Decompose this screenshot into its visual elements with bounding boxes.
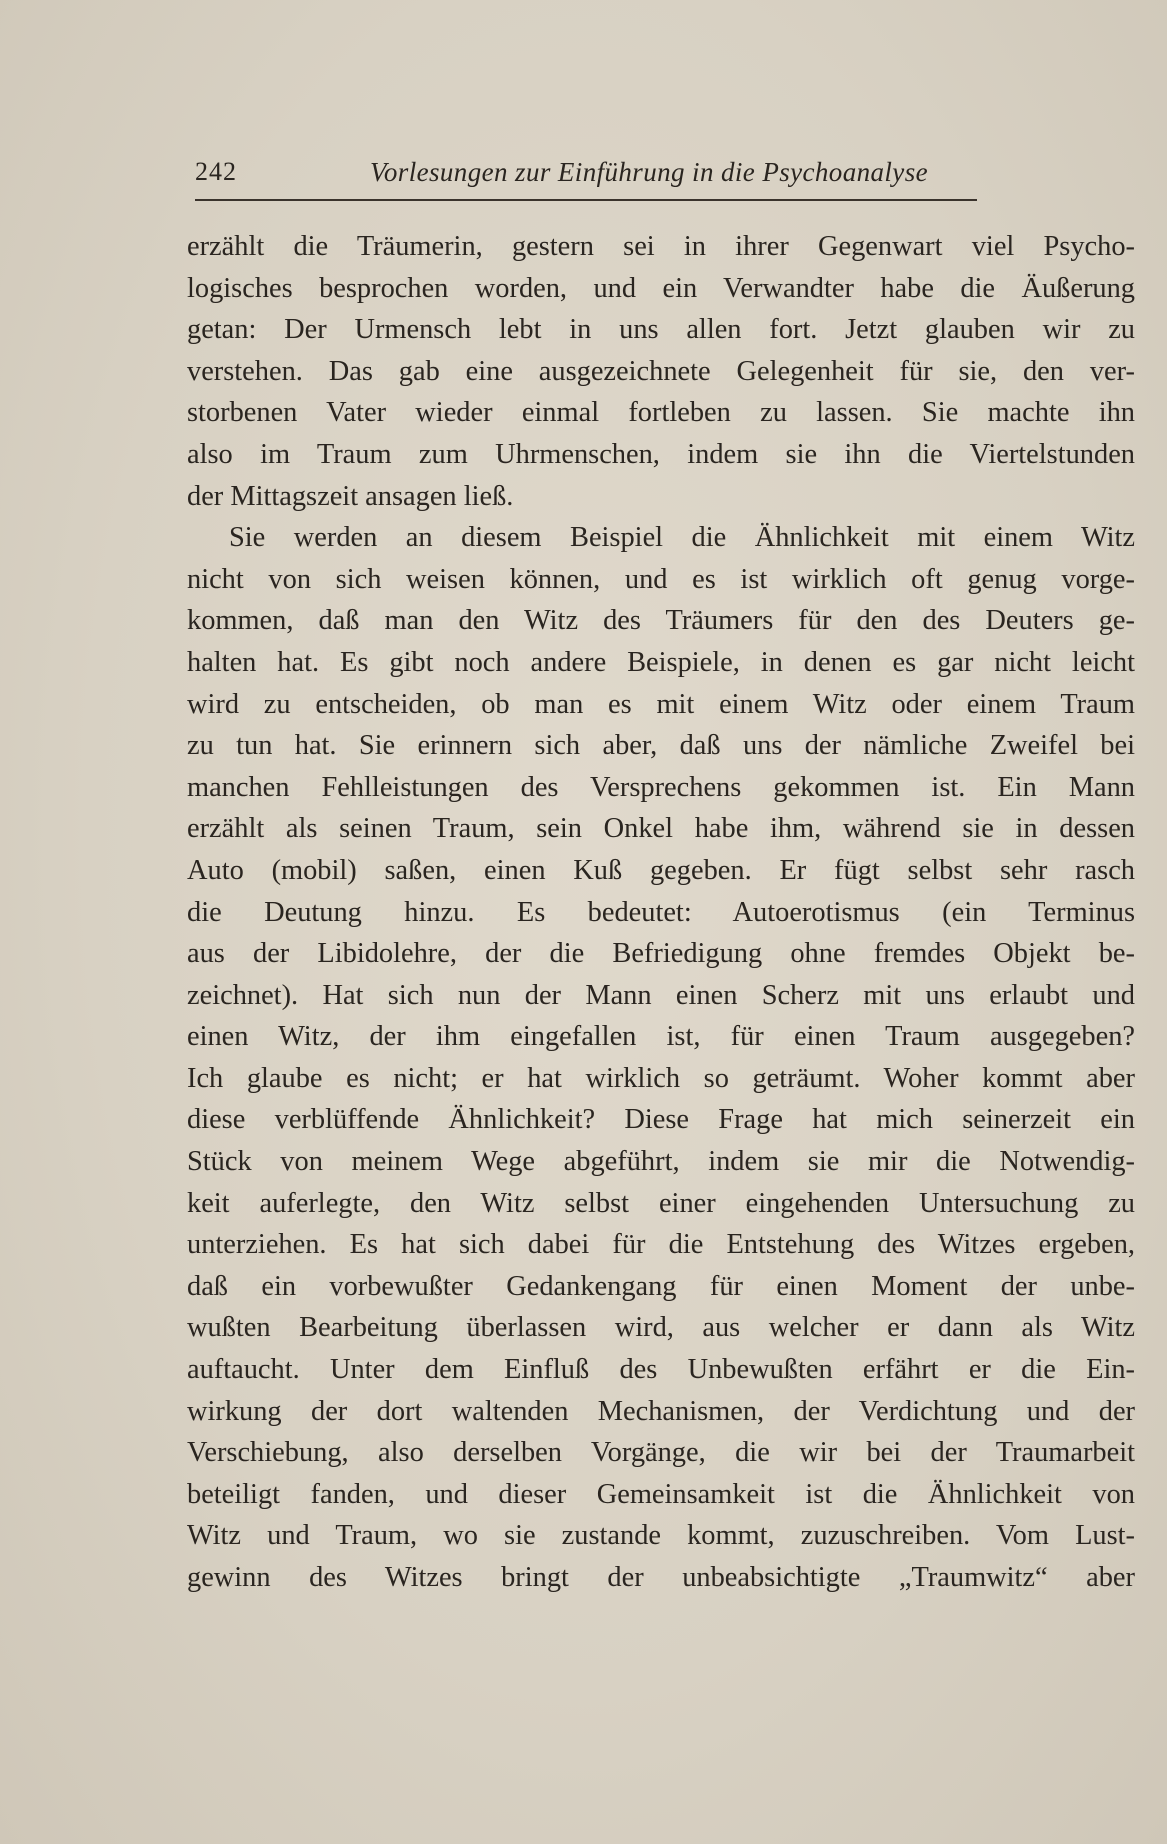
text-line: wußten Bearbeitung überlassen wird, aus welcher er dann als Witz bbox=[187, 1312, 1135, 1344]
text-line: auftaucht. Unter dem Einfluß des Unbewußten erfährt er die Ein- bbox=[187, 1354, 1135, 1386]
text-line: manchen Fehlleistungen des Versprechens gekommen ist. Ein Mann bbox=[187, 771, 1135, 803]
text-line: aus der Libidolehre, der die Befriedigung ohne fremdes Objekt be- bbox=[187, 938, 1135, 970]
text-line: einen Witz, der ihm eingefallen ist, für einen Traum ausgegeben? bbox=[187, 1021, 1135, 1053]
text-line: gewinn des Witzes bringt der unbeabsichtigte „Traumwitz“ aber bbox=[187, 1562, 1135, 1593]
text-line: kommen, daß man den Witz des Träumers für den des Deuters ge- bbox=[187, 605, 1135, 637]
text-line: der Mittagszeit ansagen ließ. bbox=[187, 480, 514, 512]
text-line: zu tun hat. Sie erinnern sich aber, daß uns der nämliche Zweifel bei bbox=[187, 730, 1135, 762]
text-line: Auto (mobil) saßen, einen Kuß gegeben. Er fügt selbst sehr rasch bbox=[187, 854, 1135, 886]
body-text bbox=[187, 226, 1135, 1599]
text-line: die Deutung hinzu. Es bedeutet: Autoerotismus (ein Terminus bbox=[187, 896, 1135, 928]
text-line: beteiligt fanden, und dieser Gemeinsamkeit ist die Ähnlichkeit von bbox=[187, 1478, 1135, 1510]
text-line: Ich glaube es nicht; er hat wirklich so geträumt. Woher kommt aber bbox=[187, 1062, 1135, 1094]
text-line: keit auferlegte, den Witz selbst einer eingehenden Untersuchung zu bbox=[187, 1187, 1135, 1219]
text-line: wirkung der dort waltenden Mechanismen, der Verdichtung und der bbox=[187, 1395, 1135, 1427]
text-line: also im Traum zum Uhrmenschen, indem sie ihn die Viertelstunden bbox=[187, 438, 1135, 470]
text-line: logisches besprochen worden, und ein Verwandter habe die Äußerung bbox=[187, 272, 1135, 304]
page-number: 242 bbox=[195, 157, 237, 186]
running-title: Vorlesungen zur Einführung in die Psychoanalyse bbox=[370, 157, 928, 187]
text-line: unterziehen. Es hat sich dabei für die Entstehung des Witzes ergeben, bbox=[187, 1229, 1135, 1261]
text-line: erzählt die Träumerin, gestern sei in ihrer Gegenwart viel Psycho- bbox=[187, 231, 1135, 262]
text-line: Sie werden an diesem Beispiel die Ähnlichkeit mit einem Witz bbox=[229, 522, 1135, 554]
text-line: verstehen. Das gab eine ausgezeichnete Gelegenheit für sie, den ver- bbox=[187, 355, 1135, 387]
text-line: halten hat. Es gibt noch andere Beispiele, in denen es gar nicht leicht bbox=[187, 646, 1135, 678]
text-line: Verschiebung, also derselben Vorgänge, die wir bei der Traumarbeit bbox=[187, 1437, 1135, 1469]
text-line: erzählt als seinen Traum, sein Onkel habe ihm, während sie in dessen bbox=[187, 813, 1135, 845]
text-line: nicht von sich weisen können, und es ist wirklich oft genug vorge- bbox=[187, 563, 1135, 595]
text-line: Witz und Traum, wo sie zustande kommt, zuzuschreiben. Vom Lust- bbox=[187, 1520, 1135, 1552]
text-line: storbenen Vater wieder einmal fortleben zu lassen. Sie machte ihn bbox=[187, 397, 1135, 429]
text-line: zeichnet). Hat sich nun der Mann einen Scherz mit uns erlaubt und bbox=[187, 979, 1135, 1011]
page-header bbox=[195, 157, 977, 201]
text-line: diese verblüffende Ähnlichkeit? Diese Frage hat mich seinerzeit ein bbox=[187, 1104, 1135, 1136]
text-line: wird zu entscheiden, ob man es mit einem Witz oder einem Traum bbox=[187, 688, 1135, 720]
text-line: Stück von meinem Wege abgeführt, indem sie mir die Notwendig- bbox=[187, 1146, 1135, 1178]
text-line: getan: Der Urmensch lebt in uns allen fort. Jetzt glauben wir zu bbox=[187, 314, 1135, 346]
text-line: daß ein vorbewußter Gedankengang für einen Moment der unbe- bbox=[187, 1270, 1135, 1302]
